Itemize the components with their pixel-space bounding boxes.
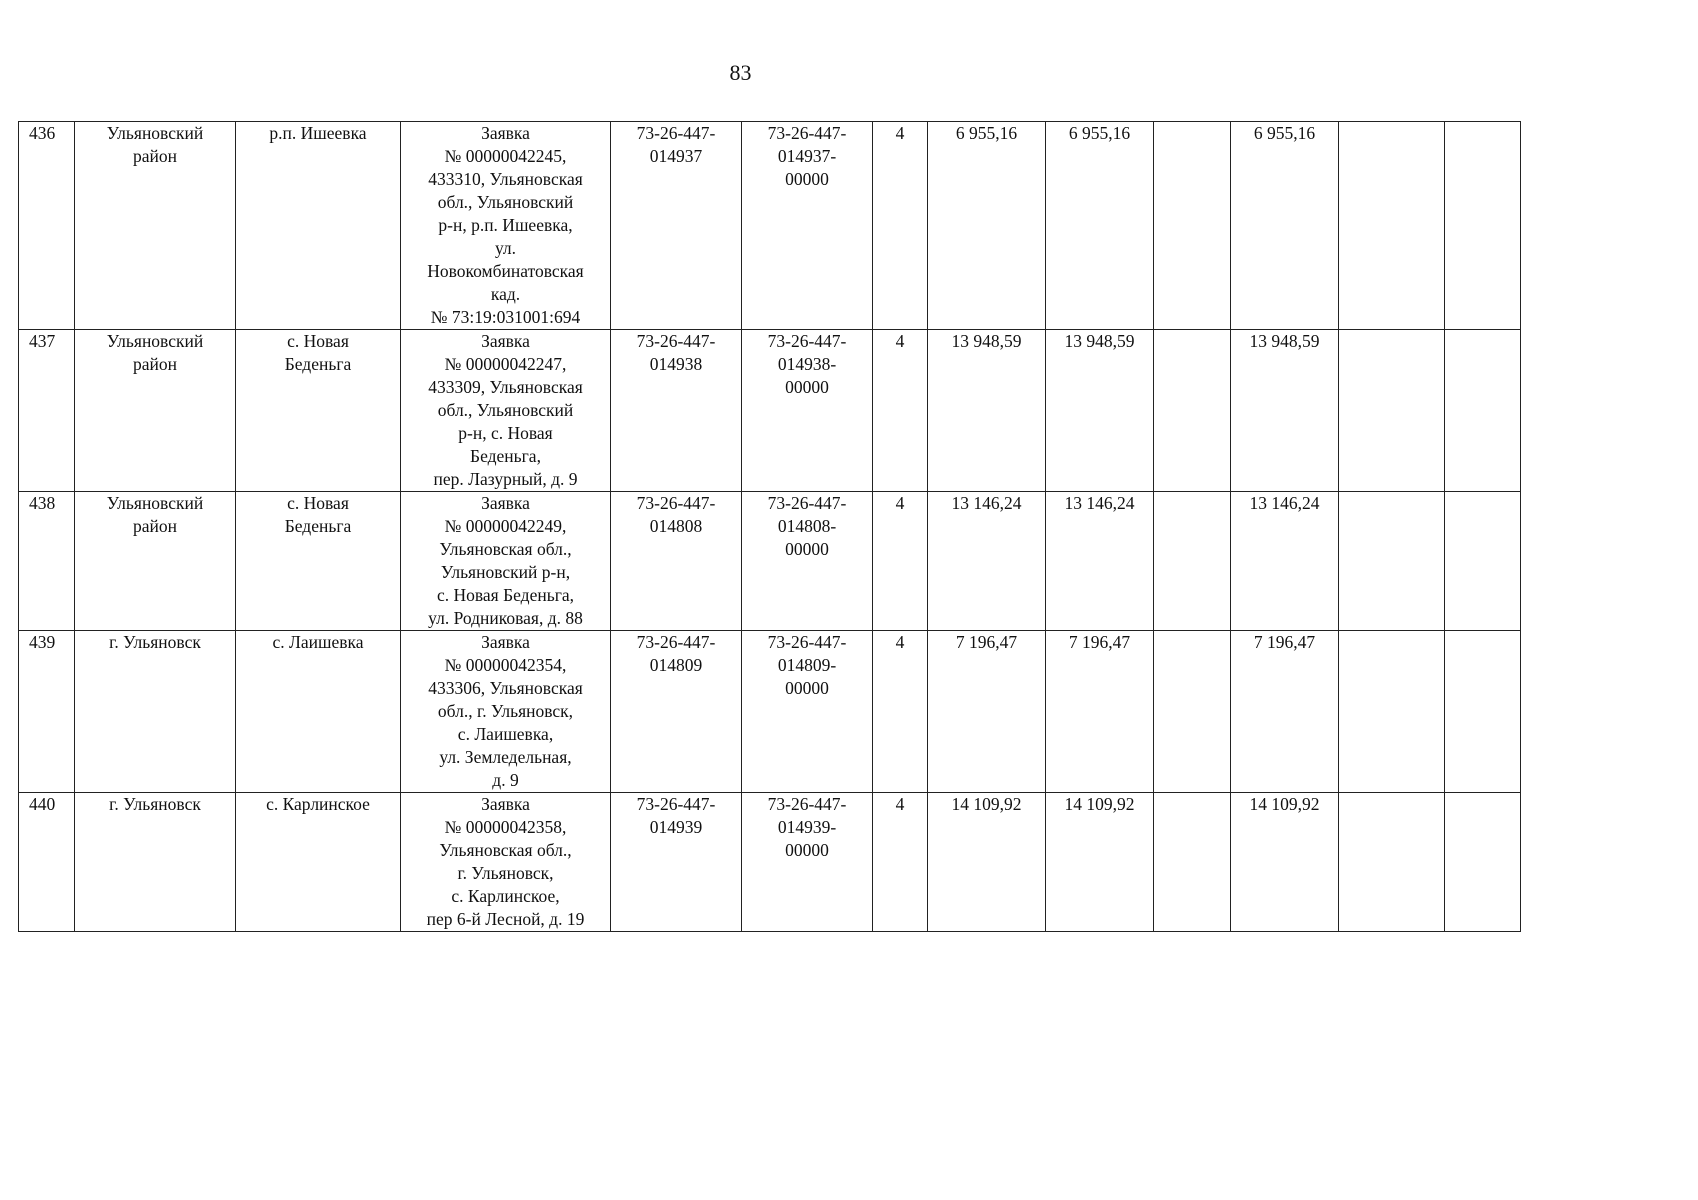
- full-code-cell: 73-26-447- 014808- 00000: [742, 492, 873, 631]
- table-row: [19, 793, 1521, 932]
- district-cell: Ульяновский район: [75, 330, 236, 492]
- total-amount-cell: 7 196,47: [1231, 631, 1339, 793]
- empty-cell: [1445, 793, 1521, 932]
- table-row: [19, 122, 1521, 330]
- code-cell: 73-26-447- 014808: [611, 492, 742, 631]
- table-row: [19, 631, 1521, 793]
- amount-cell: 6 955,16: [1046, 122, 1154, 330]
- row-number-cell: 437: [19, 330, 75, 492]
- code-cell: 73-26-447- 014938: [611, 330, 742, 492]
- full-code-cell: 73-26-447- 014938- 00000: [742, 330, 873, 492]
- row-number-cell: 439: [19, 631, 75, 793]
- table-row: [19, 330, 1521, 492]
- code-cell: 73-26-447- 014939: [611, 793, 742, 932]
- category-cell: 4: [873, 631, 928, 793]
- district-cell: г. Ульяновск: [75, 631, 236, 793]
- district-cell: г. Ульяновск: [75, 793, 236, 932]
- table-row: [19, 492, 1521, 631]
- total-amount-cell: 6 955,16: [1231, 122, 1339, 330]
- description-cell: Заявка № 00000042245, 433310, Ульяновская обл., Ульяновский р-н, р.п. Ишеевка, ул. Новокомбинатовская кад. № 73:19:031001:694: [401, 122, 611, 330]
- amount-cell: 13 948,59: [1046, 330, 1154, 492]
- code-cell: 73-26-447- 014809: [611, 631, 742, 793]
- empty-amount-cell: [1154, 330, 1231, 492]
- row-number-cell: 440: [19, 793, 75, 932]
- empty-amount-cell: [1154, 631, 1231, 793]
- locality-cell: с. Лаишевка: [236, 631, 401, 793]
- locality-cell: с. Карлинское: [236, 793, 401, 932]
- amount-cell: 14 109,92: [1046, 793, 1154, 932]
- description-cell: Заявка № 00000042247, 433309, Ульяновская обл., Ульяновский р-н, с. Новая Беденьга, пер. Лазурный, д. 9: [401, 330, 611, 492]
- category-cell: 4: [873, 122, 928, 330]
- empty-amount-cell: [1154, 492, 1231, 631]
- amount-cell: 13 948,59: [928, 330, 1046, 492]
- description-cell: Заявка № 00000042249, Ульяновская обл., Ульяновский р-н, с. Новая Беденьга, ул. Родниковая, д. 88: [401, 492, 611, 631]
- full-code-cell: 73-26-447- 014809- 00000: [742, 631, 873, 793]
- empty-cell: [1445, 122, 1521, 330]
- description-cell: Заявка № 00000042358, Ульяновская обл., г. Ульяновск, с. Карлинское, пер 6-й Лесной, д. 19: [401, 793, 611, 932]
- empty-cell: [1339, 122, 1445, 330]
- locality-cell: с. Новая Беденьга: [236, 492, 401, 631]
- category-cell: 4: [873, 492, 928, 631]
- code-cell: 73-26-447- 014937: [611, 122, 742, 330]
- total-amount-cell: 14 109,92: [1231, 793, 1339, 932]
- amount-cell: 13 146,24: [1046, 492, 1154, 631]
- empty-cell: [1445, 330, 1521, 492]
- amount-cell: 14 109,92: [928, 793, 1046, 932]
- locality-cell: р.п. Ишеевка: [236, 122, 401, 330]
- empty-cell: [1339, 631, 1445, 793]
- row-number-cell: 438: [19, 492, 75, 631]
- full-code-cell: 73-26-447- 014937- 00000: [742, 122, 873, 330]
- district-cell: Ульяновский район: [75, 492, 236, 631]
- empty-cell: [1339, 793, 1445, 932]
- amount-cell: 7 196,47: [928, 631, 1046, 793]
- registry-table: [18, 121, 1521, 932]
- total-amount-cell: 13 948,59: [1231, 330, 1339, 492]
- description-cell: Заявка № 00000042354, 433306, Ульяновская обл., г. Ульяновск, с. Лаишевка, ул. Земледельная, д. 9: [401, 631, 611, 793]
- category-cell: 4: [873, 330, 928, 492]
- row-number-cell: 436: [19, 122, 75, 330]
- category-cell: 4: [873, 793, 928, 932]
- total-amount-cell: 13 146,24: [1231, 492, 1339, 631]
- empty-cell: [1445, 492, 1521, 631]
- empty-cell: [1339, 492, 1445, 631]
- empty-amount-cell: [1154, 793, 1231, 932]
- empty-cell: [1339, 330, 1445, 492]
- amount-cell: 6 955,16: [928, 122, 1046, 330]
- full-code-cell: 73-26-447- 014939- 00000: [742, 793, 873, 932]
- locality-cell: с. Новая Беденьга: [236, 330, 401, 492]
- district-cell: Ульяновский район: [75, 122, 236, 330]
- amount-cell: 13 146,24: [928, 492, 1046, 631]
- page-number: 83: [729, 60, 752, 85]
- empty-cell: [1445, 631, 1521, 793]
- amount-cell: 7 196,47: [1046, 631, 1154, 793]
- empty-amount-cell: [1154, 122, 1231, 330]
